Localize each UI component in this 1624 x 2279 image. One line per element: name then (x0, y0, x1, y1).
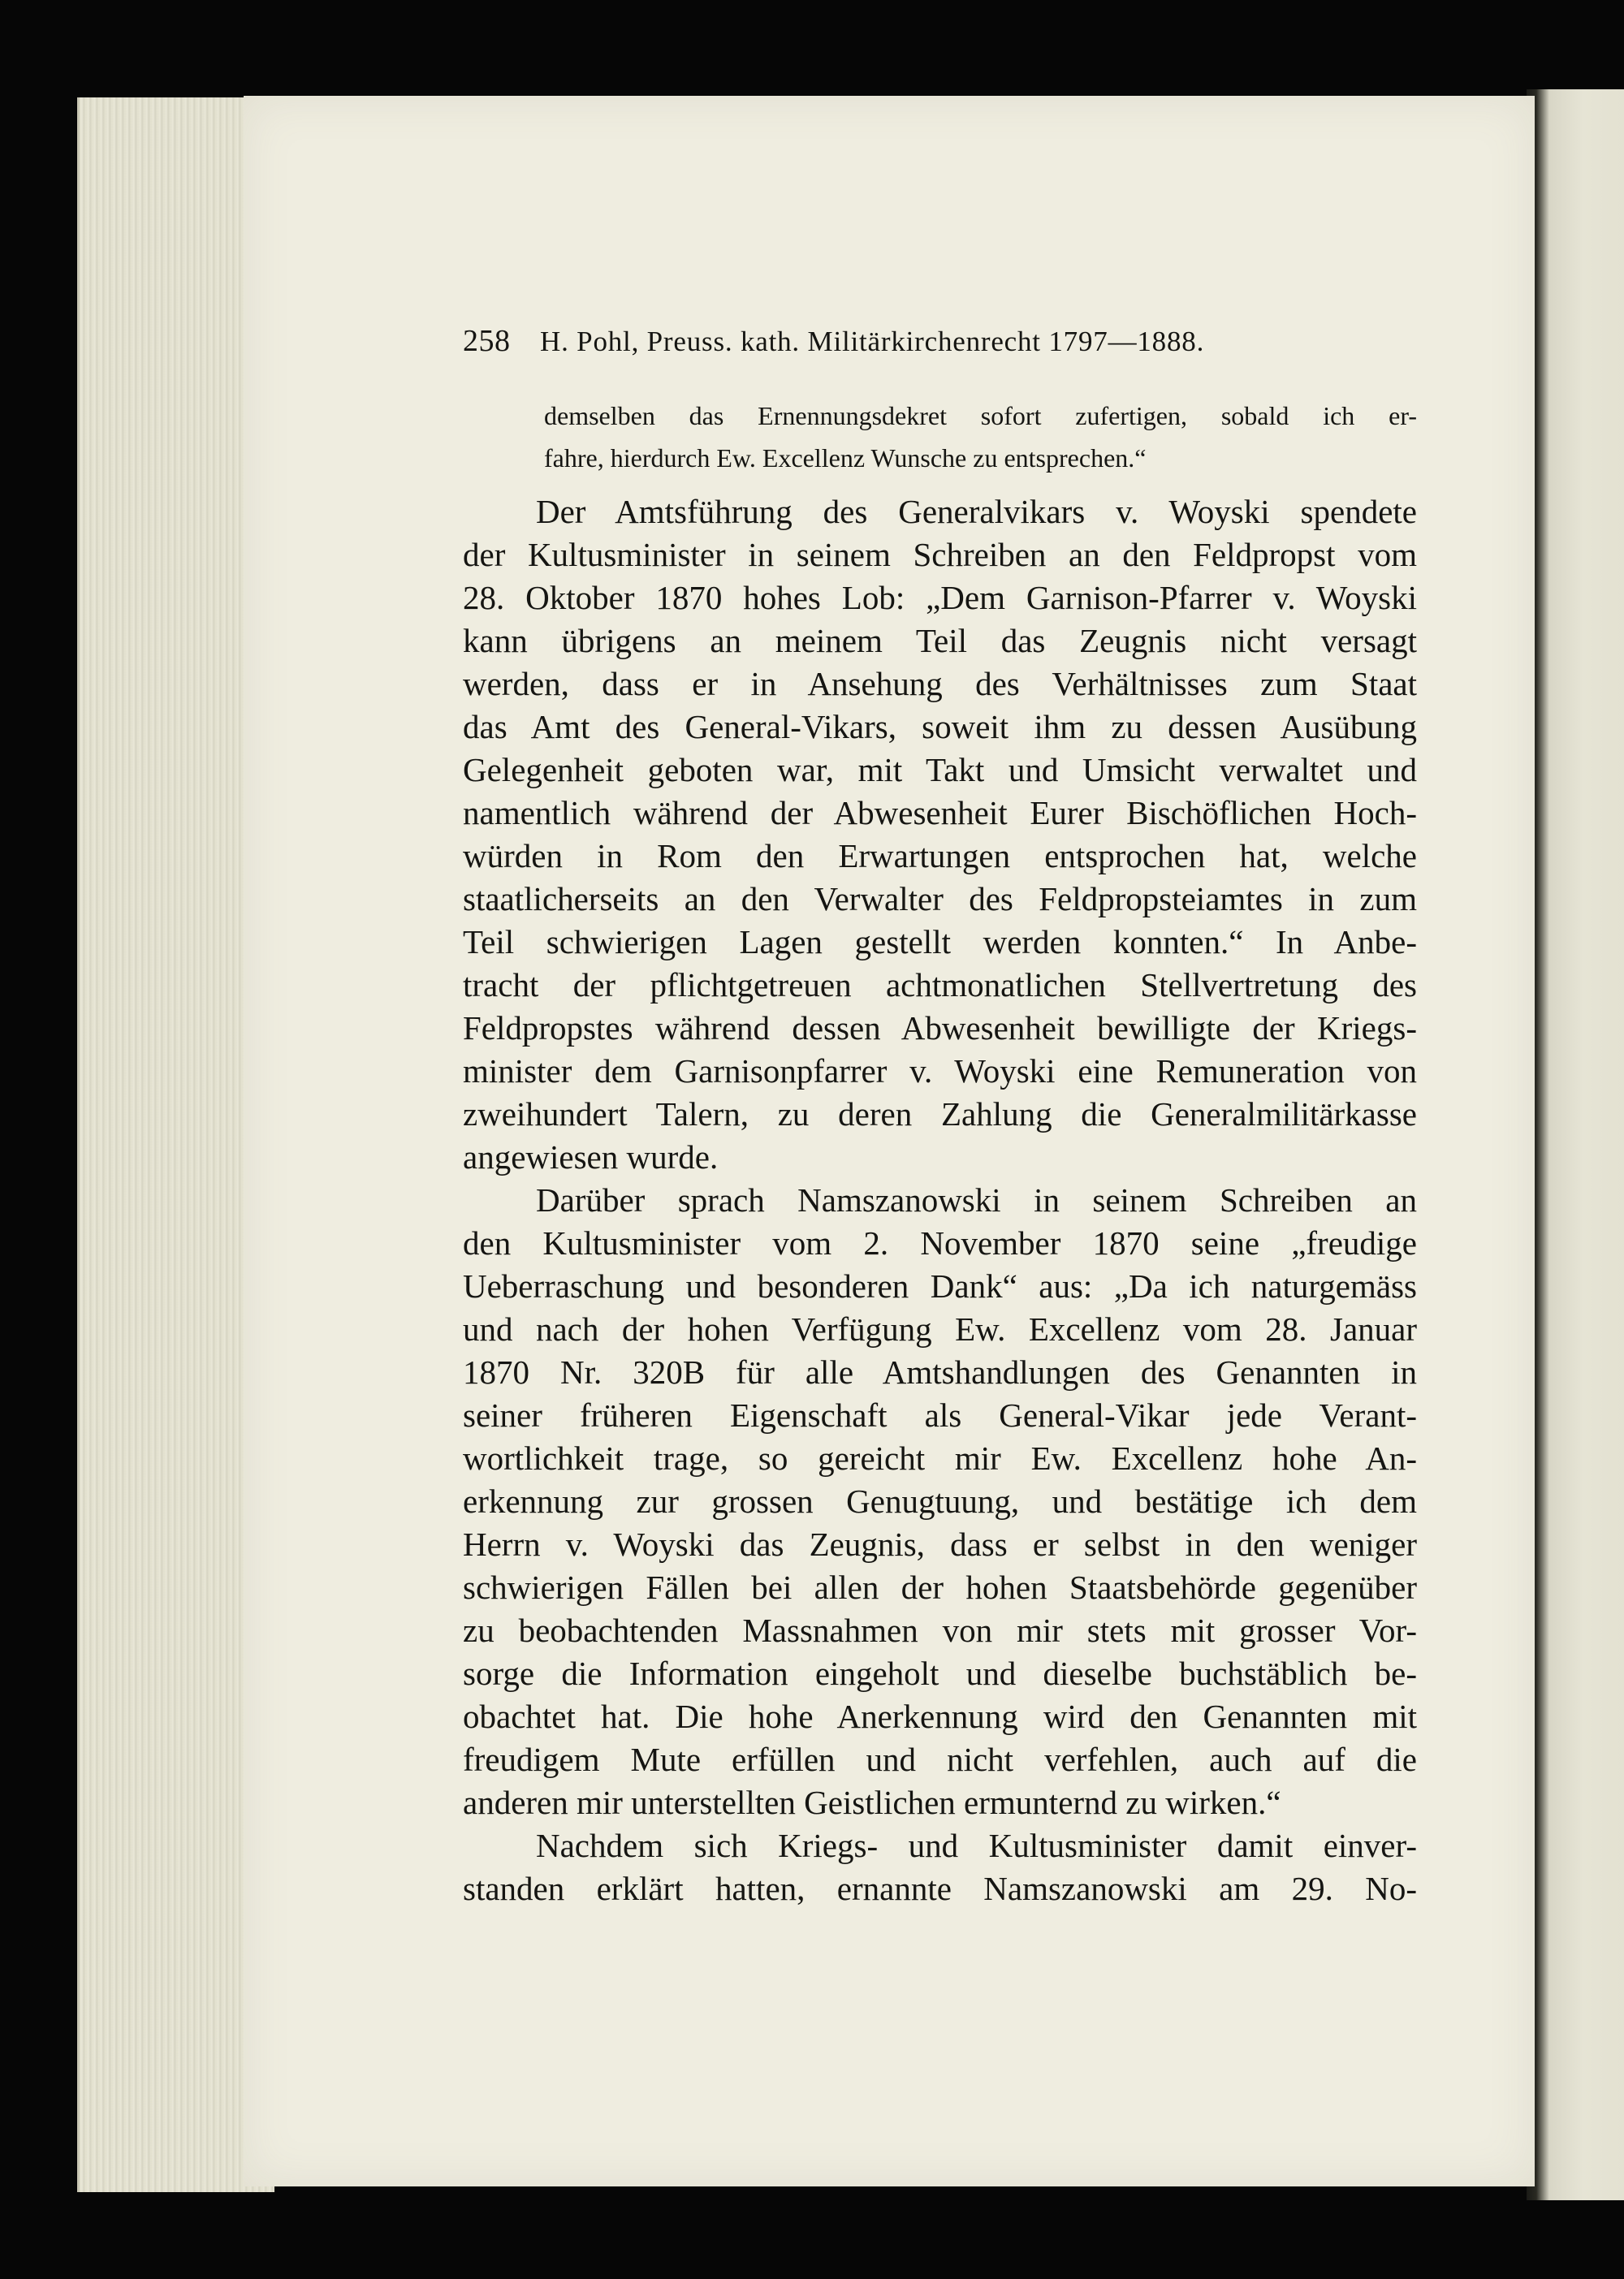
paragraph-nachdem (463, 1824, 1417, 1910)
text-line: den Kultusminister vom 2. November 1870 seine „freudige (463, 1224, 1417, 1262)
text-line: Darüber sprach Namszanowski in seinem Schreiben an (536, 1181, 1417, 1219)
text-line: freudigem Mute erfüllen und nicht verfehlen, auch auf die (463, 1741, 1417, 1778)
text-line: namentlich während der Abwesenheit Eurer Bischöflichen Hoch- (463, 794, 1417, 831)
text-line: das Amt des General-Vikars, soweit ihm zu dessen Ausübung (463, 708, 1417, 745)
book-page (244, 96, 1535, 2186)
text-line: werden, dass er in Ansehung des Verhältnisses zum Staat (463, 665, 1417, 702)
text-line: würden in Rom den Erwartungen entsprochen hat, welche (463, 837, 1417, 874)
text-line: Herrn v. Woyski das Zeugnis, dass er selbst in den weniger (463, 1526, 1417, 1563)
text-line: obachtet hat. Die hohe Anerkennung wird den Genannten mit (463, 1698, 1417, 1735)
text-line: seiner früheren Eigenschaft als General-Vikar jede Verant- (463, 1396, 1417, 1434)
text-line: kann übrigens an meinem Teil das Zeugnis nicht versagt (463, 622, 1417, 659)
text-line: tracht der pflichtgetreuen achtmonatlichen Stellvertretung des (463, 966, 1417, 1004)
text-line: staatlicherseits an den Verwalter des Feldpropsteiamtes in zum (463, 880, 1417, 917)
text-line: Der Amtsführung des Generalvikars v. Woyski spendete (536, 493, 1417, 530)
page-number: 258 (463, 324, 511, 358)
running-head (463, 323, 1417, 372)
text-line: Nachdem sich Kriegs- und Kultusminister damit einver- (536, 1827, 1417, 1864)
text-line: Feldpropstes während dessen Abwesenheit bewilligte der Kriegs- (463, 1009, 1417, 1047)
text-line: angewiesen wurde. (463, 1138, 719, 1176)
text-line: schwierigen Fällen bei allen der hohen Staatsbehörde gegenüber (463, 1569, 1417, 1606)
text-line: Teil schwierigen Lagen gestellt werden konnten.“ In Anbe- (463, 923, 1417, 960)
paragraph-darueber (463, 1179, 1417, 1824)
quote-continuation (463, 395, 1417, 479)
text-line: anderen mir unterstellten Geistlichen ermunternd zu wirken.“ (463, 1784, 1281, 1821)
text-line: Gelegenheit geboten war, mit Takt und Umsicht verwaltet und (463, 751, 1417, 788)
facing-page-edge (1527, 89, 1624, 2200)
text-block (463, 323, 1417, 1910)
text-line: standen erklärt hatten, ernannte Namszanowski am 29. No- (463, 1870, 1417, 1907)
text-line: 1870 Nr. 320B für alle Amtshandlungen des Genannten in (463, 1353, 1417, 1391)
text-line: Ueberraschung und besonderen Dank“ aus: „Da ich naturgemäss (463, 1267, 1417, 1305)
text-line: erkennung zur grossen Genugtuung, und bestätige ich dem (463, 1483, 1417, 1520)
text-line: zu beobachtenden Massnahmen von mir stets mit grosser Vor- (463, 1612, 1417, 1649)
text-line: und nach der hohen Verfügung Ew. Excellenz vom 28. Januar (463, 1310, 1417, 1348)
text-line: minister dem Garnisonpfarrer v. Woyski eine Remuneration von (463, 1052, 1417, 1090)
quote-line: fahre, hierdurch Ew. Excellenz Wunsche zu entsprechen.“ (544, 443, 1147, 473)
quote-line: demselben das Ernennungsdekret sofort zufertigen, sobald ich er- (544, 401, 1417, 430)
text-line: wortlichkeit trage, so gereicht mir Ew. Excellenz hohe An- (463, 1439, 1417, 1477)
text-line: sorge die Information eingeholt und dieselbe buchstäblich be- (463, 1655, 1417, 1692)
text-line: zweihundert Talern, zu deren Zahlung die Generalmilitärkasse (463, 1095, 1417, 1133)
text-line: 28. Oktober 1870 hohes Lob: „Dem Garnison-Pfarrer v. Woyski (463, 579, 1417, 616)
running-head-title: H. Pohl, Preuss. kath. Militärkirchenrecht 1797—1888. (540, 326, 1205, 357)
paragraph-amtsfuehrung (463, 490, 1417, 1179)
text-line: der Kultusminister in seinem Schreiben an den Feldpropst vom (463, 536, 1417, 573)
